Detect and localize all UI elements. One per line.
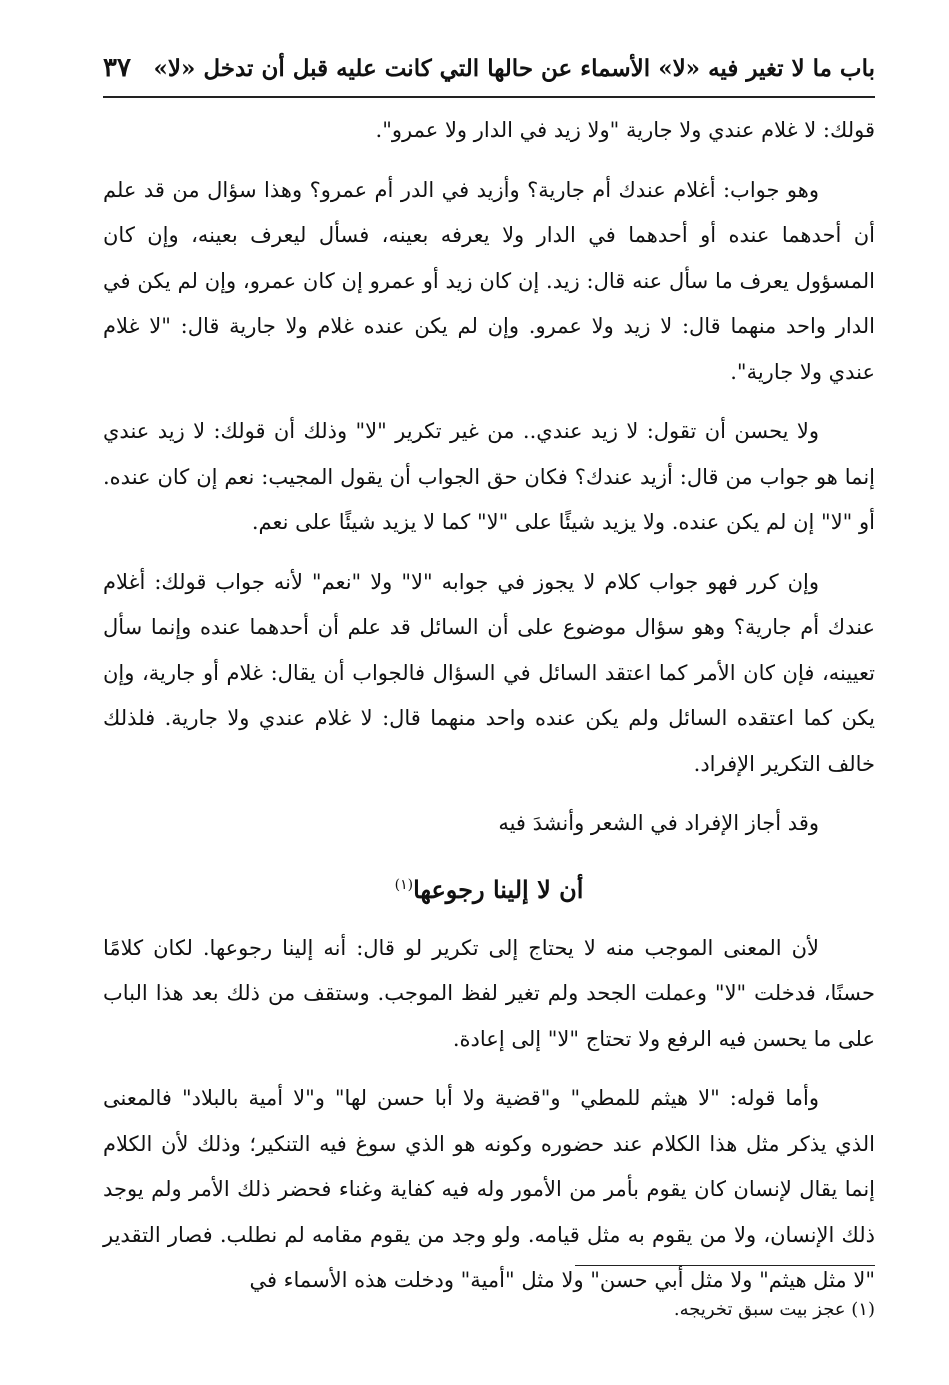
chapter-title: باب ما لا تغير فيه «لا» الأسماء عن حالها التي كانت عليه قبل أن تدخل «لا» — [153, 54, 875, 82]
paragraph: لأن المعنى الموجب منه لا يحتاج إلى تكرير لو قال: أنه إلينا رجوعها. لكان كلامًا حسنًا، فدخلت "لا" وعملت الجحد ولم تغير لفظ الموجب. وستقف من ذلك بعد هذا الباب على ما يحسن فيه الرفع ولا تحتاج "لا" إلى إعادة. — [103, 935, 875, 1051]
paragraph: وإن كرر فهو جواب كلام لا يجوز في جوابه "لا" ولا "نعم" لأنه جواب قولك: أغلام عندك أم جارية؟ وهو سؤال موضوع على أن السائل قد علم أن أحدهما عنده وإنما سأل تعيينه، فإن كان الأمر كما اعتقد السائل في السؤال فالجواب أن يقال: غلام أو جارية، وإن يكن كما اعتقده السائل ولم يكن عنده واحد منهما قال: لا غلام عندي ولا جارية. فلذلك خالف التكرير الإفراد. — [103, 569, 875, 776]
book-page — [103, 40, 875, 1370]
paragraph: ولا يحسن أن تقول: لا زيد عندي.. من غير تكرير "لا" وذلك أن قولك: لا زيد عندي إنما هو جواب من قال: أزيد عندك؟ فكان حق الجواب أن يقول المجيب: نعم إن كان عنده. أو "لا" إن لم يكن عنده. ولا يزيد شيئًا على "لا" كما لا يزيد شيئًا على نعم. — [103, 419, 875, 534]
paragraph: وقد أجاز الإفراد في الشعر وأنشدَ فيه — [498, 811, 819, 835]
verse-text: أن لا إلينا رجوعها — [413, 874, 584, 904]
paragraph: قولك: لا غلام عندي ولا جارية "ولا زيد في الدار ولا عمرو". — [375, 118, 875, 142]
paragraph: وأما قوله: "لا هيثم للمطي" و"قضية ولا أبا حسن لها" و"لا أمية بالبلاد" فالمعنى الذي يذكر مثل هذا الكلام عند حضوره وكونه هو الذي سوغ فيه التنكير؛ وذلك لأن الكلام إنما يقال لإنسان كان يقوم بأمر من الأمور وله فيه كفاية وغناء فحضر ذلك الأمر ولم يوجد ذلك الإنسان، ولا من يقوم به مثل قيامه. ولو وجد من يقوم مقامه لم نطلب. فصار التقدير "لا مثل هيثم" ولا مثل أبي حسن" ولا مثل "أمية" ودخلت هذه الأسماء في — [103, 1086, 875, 1292]
page-body — [103, 98, 875, 1304]
page-number: ٣٧ — [103, 53, 131, 83]
footnote: (١) عجز بيت سبق تخريجه. — [673, 1299, 875, 1320]
paragraph: وهو جواب: أغلام عندك أم جارية؟ وأزيد في الدر أم عمرو؟ وهذا سؤال من قد علم أن أحدهما عنده أو أحدهما في الدار ولا يعرفه بعينه، فسأل ليعرف بعينه، وإن كان المسؤول يعرف ما سأل عنه قال: زيد. إن كان زيد أو عمرو إن كان عمرو، وإن لم يكن في الدار واحد منهما قال: لا زيد ولا عمرو. وإن لم يكن عنده غلام ولا جارية قال: "لا غلام عندي ولا جارية". — [103, 177, 875, 384]
running-header — [103, 40, 875, 98]
footnote-divider — [575, 1265, 875, 1266]
footnote-marker[interactable]: (١) — [394, 876, 414, 893]
poetry-verse — [103, 861, 875, 914]
